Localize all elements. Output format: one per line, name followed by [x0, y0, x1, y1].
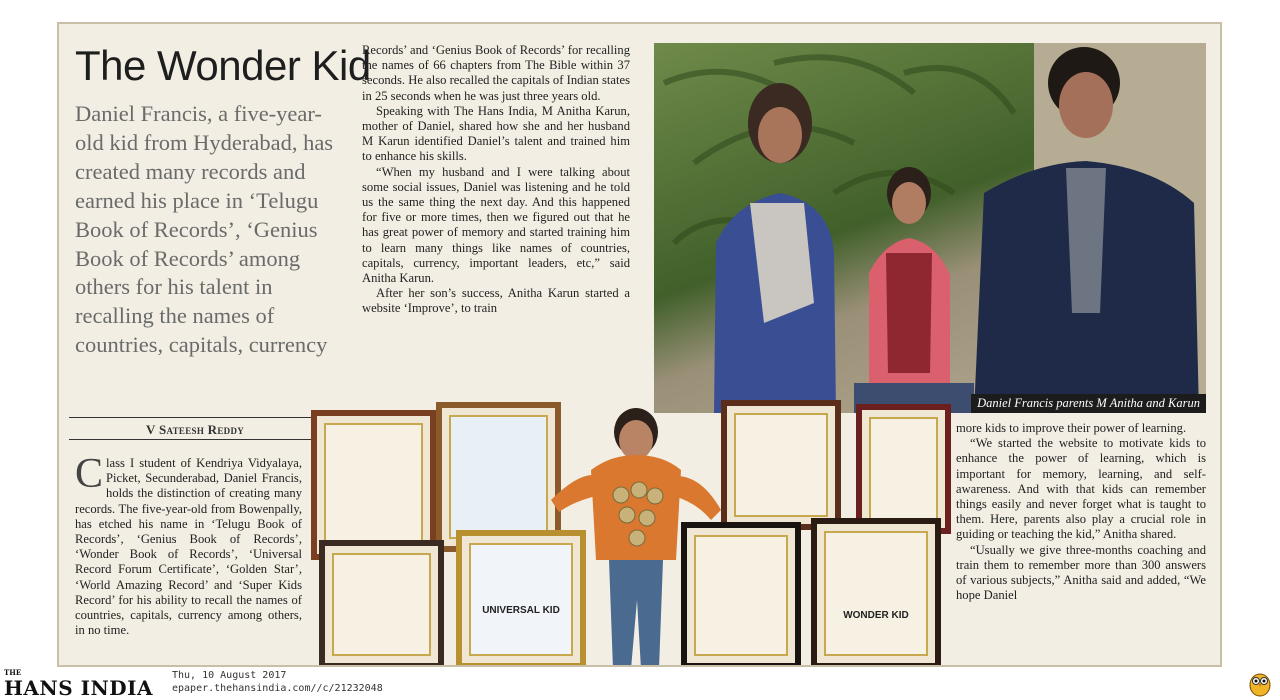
certificate-frame	[319, 540, 444, 667]
certificate-frame	[721, 400, 841, 530]
logo-text: HANS INDIA	[4, 676, 153, 700]
paragraph: more kids to improve their power of learning.	[956, 421, 1187, 435]
paragraph: After her son’s success, Anitha Karun started a website ‘Improve’, to train	[362, 286, 630, 316]
article-column-1	[75, 451, 302, 638]
column-1-text: lass I student of Kendriya Vidyalaya, Picket, Secunderabad, Daniel Francis, holds the distinction of creating many records. The five-year-old from Bowenpally, has etched his name in ‘Telugu Book of Records’, ‘Genius Book of Records’, ‘Wonder Book of Records’, ‘Universal Record Forum Certificate’, ‘Golden Star’, ‘World Amazing Record’ and ‘Super Kids Record’ for his ability to recall the names of countries, capitals, currency among others, in no time.	[75, 456, 302, 638]
article-column-2	[362, 43, 630, 317]
certificate-label: WONDER KID	[843, 610, 909, 621]
article-headline: The Wonder Kid	[75, 42, 371, 89]
epaper-footer	[0, 667, 1280, 699]
certificate-frame	[311, 410, 436, 560]
byline-top-rule	[69, 417, 331, 418]
article-deck: Daniel Francis, a five-year-old kid from Hyderabad, has created many records and earned his place in ‘Telugu Book of Records’, ‘Genius Book of Records’ among others for his talent in recalling the names of countries, capitals, currency	[75, 101, 334, 358]
article-column-3	[956, 421, 1206, 603]
owl-icon[interactable]	[1248, 669, 1272, 697]
paragraph: “When my husband and I were talking about some social issues, Daniel was listening and he told us the same thing the next day. And this happened for five or more times, then we figured out that he has great power of memory and started training him to learn many things like names of countries, capitals, currency, important leaders, etc,” said Anitha Karun.	[362, 164, 630, 286]
hans-india-logo	[4, 668, 153, 700]
edition-url[interactable]: epaper.thehansindia.com//c/21232048	[172, 683, 383, 694]
drop-cap: C	[75, 451, 104, 497]
certificate-label: UNIVERSAL KID	[482, 605, 560, 616]
byline-text: V Sateesh Reddy	[145, 422, 245, 437]
photo-caption: Daniel Francis parents M Anitha and Karun	[971, 394, 1206, 413]
byline-bottom-rule	[69, 439, 331, 440]
paragraph: Records’ and ‘Genius Book of Records’ for recalling the names of 66 chapters from The Bible within 37 seconds. He also recalled the capitals of Indian states in 25 seconds when he was just three years old.	[362, 43, 630, 103]
paragraph: “We started the website to motivate kids to enhance the power of learning, which is important for memory, learning, and self-awareness. And with that kids can remember things easily and never forget what is taught to them. Here, parents also play a crucial role in guiding or teaching the kid,” Anitha shared.	[956, 436, 1206, 542]
family-photo	[654, 43, 1206, 413]
family-photo-illustration	[654, 43, 1206, 413]
article-byline	[59, 422, 331, 438]
edition-meta	[172, 669, 383, 695]
certificates-photo	[311, 400, 951, 667]
paragraph: “Usually we give three-months coaching and train them to remember more than 300 answers of various subjects,” Anitha said and added, “We hope Daniel	[956, 542, 1206, 603]
logo-prefix: THE	[4, 668, 22, 677]
certificate-frame	[856, 404, 951, 534]
certificate-frame	[811, 518, 941, 667]
paragraph: Speaking with The Hans India, M Anitha Karun, mother of Daniel, shared how she and her husband M Karun identified Daniel’s talent and trained him to enhance his skills.	[362, 103, 630, 164]
boy-with-medals	[551, 400, 721, 667]
newspaper-page	[57, 22, 1222, 667]
edition-date: Thu, 10 August 2017	[172, 670, 287, 681]
